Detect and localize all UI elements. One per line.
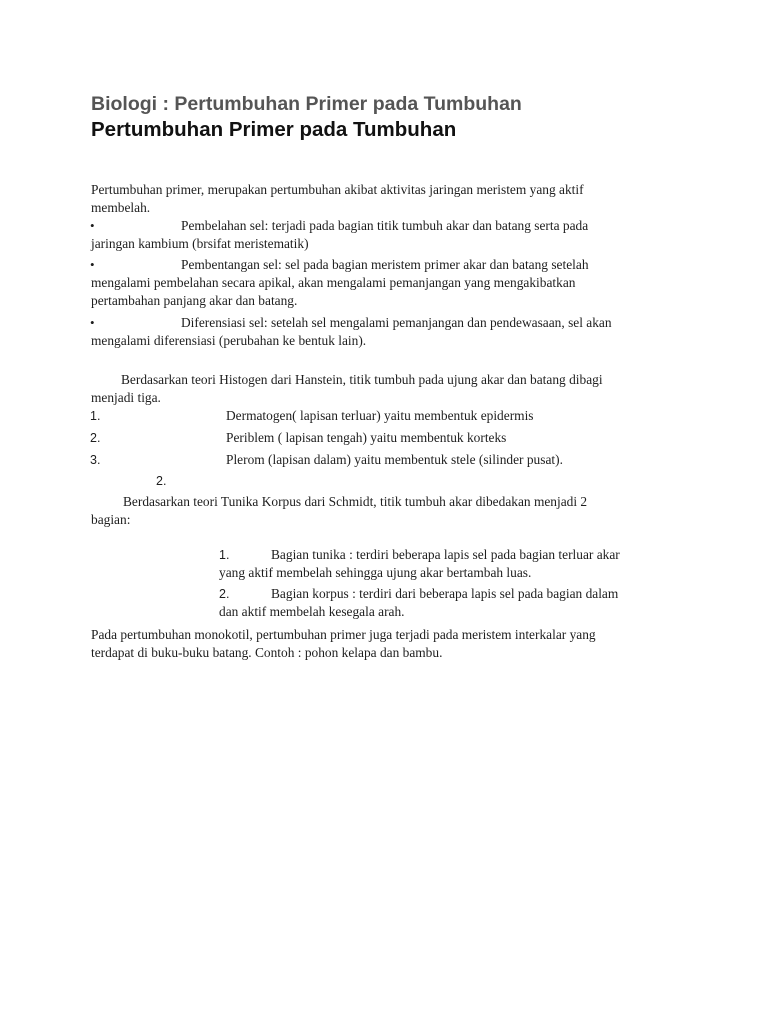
bullet-icon: • xyxy=(90,218,95,233)
histogen-line-2: menjadi tiga. xyxy=(91,390,161,405)
section-number: 2. xyxy=(156,474,167,488)
bullet-1-line-1: Pembelahan sel: terjadi pada bagian titik tumbuh akar dan batang serta pada xyxy=(181,218,589,233)
tunika-line-2: bagian: xyxy=(91,512,131,527)
list-number: 1. xyxy=(90,409,101,423)
closing-line-1: Pada pertumbuhan monokotil, pertumbuhan primer juga terjadi pada meristem interkalar yang xyxy=(91,627,596,642)
list-number: 3. xyxy=(90,453,101,467)
tunika-item-1-line-1: Bagian tunika : terdiri beberapa lapis sel pada bagian terluar akar xyxy=(271,547,620,562)
closing-line-2: terdapat di buku-buku batang. Contoh : pohon kelapa dan bambu. xyxy=(91,645,443,660)
bullet-2-line-1: Pembentangan sel: sel pada bagian meristem primer akar dan batang setelah xyxy=(181,257,589,272)
list-number: 2. xyxy=(219,587,230,601)
document-heading: Pertumbuhan Primer pada Tumbuhan xyxy=(91,118,457,141)
tunika-line-1: Berdasarkan teori Tunika Korpus dari Schmidt, titik tumbuh akar dibedakan menjadi 2 xyxy=(123,494,588,509)
bullet-2-line-2: mengalami pembelahan secara apikal, akan mengalami pemanjangan yang mengakibatkan xyxy=(91,275,576,290)
bullet-2-line-3: pertambahan panjang akar dan batang. xyxy=(91,293,298,308)
list-number: 2. xyxy=(90,431,101,445)
histogen-item-1: Dermatogen( lapisan terluar) yaitu membentuk epidermis xyxy=(226,408,534,423)
bullet-3-line-2: mengalami diferensiasi (perubahan ke bentuk lain). xyxy=(91,333,367,348)
histogen-line-1: Berdasarkan teori Histogen dari Hanstein, titik tumbuh pada ujung akar dan batang dibagi xyxy=(121,372,603,387)
bullet-1-line-2: jaringan kambium (brsifat meristematik) xyxy=(91,236,309,251)
list-number: 1. xyxy=(219,548,230,562)
tunika-item-2-line-1: Bagian korpus : terdiri dari beberapa lapis sel pada bagian dalam xyxy=(271,586,619,601)
histogen-item-3: Plerom (lapisan dalam) yaitu membentuk stele (silinder pusat). xyxy=(226,452,563,467)
bullet-3-line-1: Diferensiasi sel: setelah sel mengalami pemanjangan dan pendewasaan, sel akan xyxy=(181,315,612,330)
tunika-item-1-line-2: yang aktif membelah sehingga ujung akar bertambah luas. xyxy=(219,565,532,580)
tunika-item-2-line-2: dan aktif membelah kesegala arah. xyxy=(219,604,405,619)
intro-line-2: membelah. xyxy=(91,200,151,215)
histogen-item-2: Periblem ( lapisan tengah) yaitu membentuk korteks xyxy=(226,430,507,445)
bullet-icon: • xyxy=(90,257,95,272)
bullet-icon: • xyxy=(90,315,95,330)
document-title: Biologi : Pertumbuhan Primer pada Tumbuhan xyxy=(91,93,522,115)
intro-line-1: Pertumbuhan primer, merupakan pertumbuhan akibat aktivitas jaringan meristem yang aktif xyxy=(91,182,584,197)
